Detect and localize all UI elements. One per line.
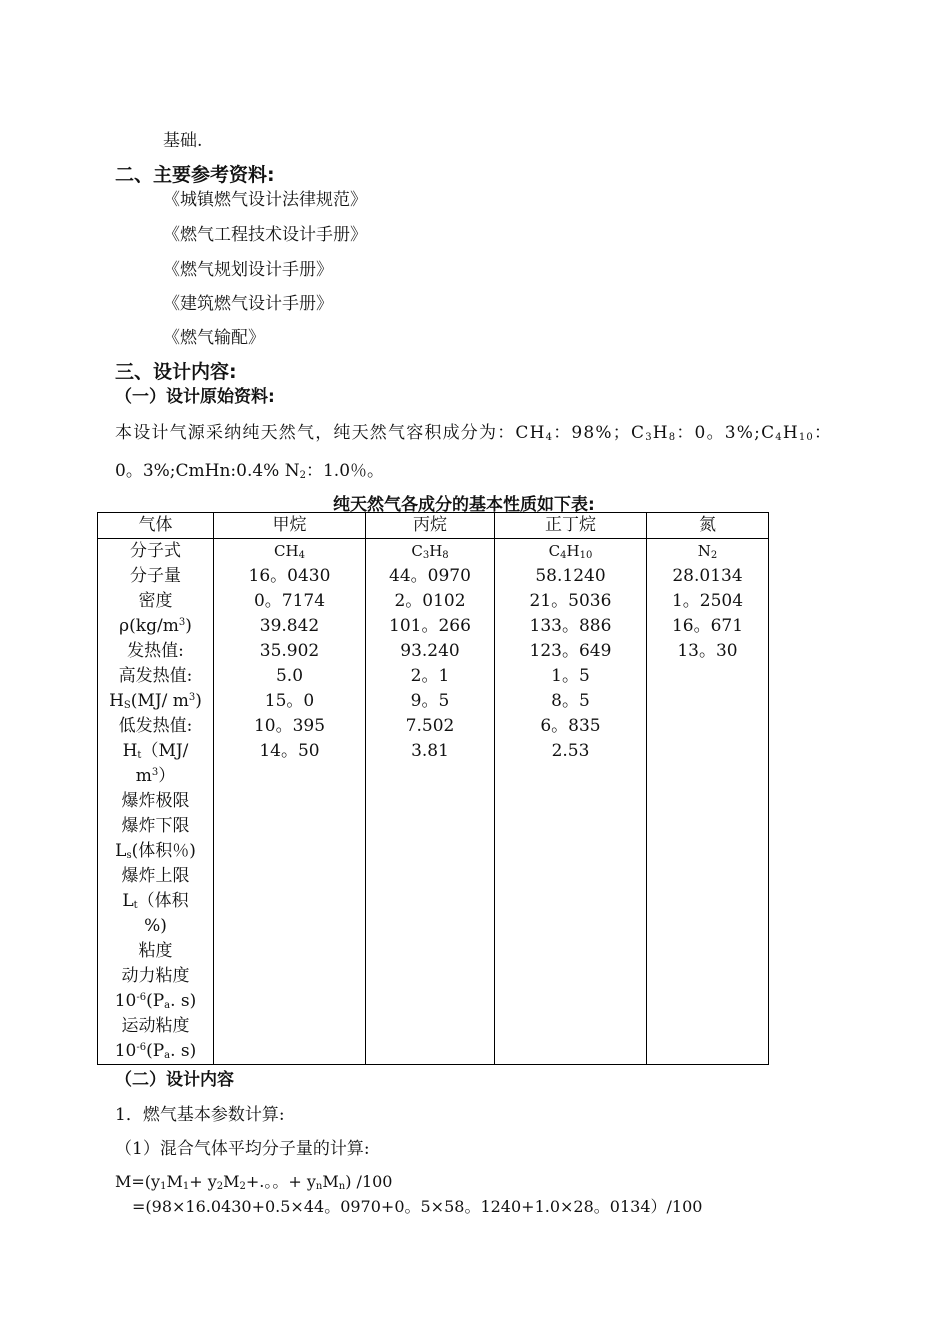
subsection-heading-design-content: （二）设计内容: [115, 1070, 234, 1090]
value-cell: 2。0102: [394, 591, 466, 611]
header-propane: 丙烷: [366, 513, 495, 539]
property-label: 爆炸上限: [121, 866, 190, 886]
formula-mean-molecular-weight: $M=(y_1M_1+ y_2M_2+$.。。+ $y_nM_n$) /100: [115, 1172, 393, 1192]
reference-item: 《城镇燃气设计法律规范》: [163, 190, 367, 210]
property-label: $10^{-6}(P_a$. s): [114, 1041, 197, 1061]
value-cell: 3.81: [411, 741, 449, 761]
property-label: 动力粘度: [121, 966, 190, 986]
value-cell: 2。1: [410, 666, 450, 686]
composition-paragraph-line1: 本设计气源采纳纯天然气，纯天然气容积成分为：$CH_4$：98%；$C_3H_8$：0。$3\%;C_4H_{10}$：: [115, 423, 833, 443]
header-butane: 正丁烷: [495, 513, 647, 539]
property-label: 发热值:: [127, 641, 184, 661]
propane-column: [366, 539, 495, 1065]
formula-methane: $CH_4$: [274, 542, 305, 561]
header-methane: 甲烷: [214, 513, 366, 539]
reference-item: 《燃气输配》: [163, 328, 265, 348]
value-cell: 1。2504: [671, 591, 744, 611]
nitrogen-column: [647, 539, 769, 1065]
value-cell: 15。0: [264, 691, 315, 711]
property-label: 高发热值:: [118, 666, 193, 686]
gas-properties-table: [97, 512, 769, 1065]
property-label: $L_s$(体积％): [115, 841, 196, 861]
value-cell: 2.53: [551, 741, 590, 761]
property-label: $\rho(kg/m^3)$: [119, 616, 192, 636]
continuation-text: 基础.: [163, 131, 203, 151]
value-cell: 21。5036: [529, 591, 612, 611]
value-cell: 1。5: [551, 666, 590, 686]
value-cell: 101。266: [389, 616, 471, 636]
composition-paragraph-line2: 0。3%;CmHn:0.4% $N_2$：1.0％。: [115, 461, 385, 481]
table-caption: 纯天然气各成分的基本性质如下表:: [333, 495, 595, 515]
property-label: 密度: [138, 591, 173, 611]
property-label: %): [144, 916, 167, 936]
header-nitrogen: 氮: [647, 513, 769, 539]
value-cell: 133。886: [529, 616, 612, 636]
header-gas: 气体: [98, 513, 214, 539]
value-cell: 14。50: [259, 741, 320, 761]
value-cell: 7.502: [405, 716, 455, 736]
butane-column: [495, 539, 647, 1065]
value-cell: 0。7174: [253, 591, 326, 611]
reference-item: 《燃气规划设计手册》: [163, 260, 333, 280]
table-body-row: [98, 539, 769, 1065]
property-label: 低发热值:: [118, 716, 193, 736]
property-label: 分子式: [130, 541, 181, 561]
value-cell: 123。649: [529, 641, 612, 661]
formula-propane: $C_3H_8$: [411, 542, 449, 561]
value-cell: 58.1240: [535, 566, 606, 586]
list-item-molecular-weight: （1）混合气体平均分子量的计算:: [115, 1139, 370, 1159]
methane-column: [214, 539, 366, 1065]
value-cell: 10。395: [253, 716, 326, 736]
reference-item: 《建筑燃气设计手册》: [163, 294, 333, 314]
value-cell: 44。0970: [389, 566, 471, 586]
subsection-heading-original-data: （一）设计原始资料:: [115, 387, 275, 407]
property-label: 粘度: [138, 941, 173, 961]
property-label: $L_t$（体积: [122, 891, 189, 911]
property-label: $10^{-6}(P_a$. s): [114, 991, 197, 1011]
value-cell: 9。5: [410, 691, 450, 711]
property-label: $H_S(MJ/$ $m^3$): [109, 691, 202, 711]
value-cell: 8。5: [551, 691, 590, 711]
property-label: 爆炸下限: [121, 816, 190, 836]
value-cell: 35.902: [259, 641, 320, 661]
property-label: 分子量: [130, 566, 181, 586]
property-label: $m^3$）: [135, 766, 176, 786]
value-cell: 16。671: [671, 616, 744, 636]
formula-nitrogen: $N_2$: [697, 542, 718, 561]
list-item-basic-params: 1．燃气基本参数计算:: [115, 1105, 285, 1125]
formula-butane: $C_4H_{10}$: [548, 542, 593, 561]
value-cell: 28.0134: [672, 566, 743, 586]
table-header-row: [98, 513, 769, 539]
section-heading-references: 二、主要参考资料:: [115, 164, 275, 186]
value-cell: 39.842: [259, 616, 320, 636]
reference-item: 《燃气工程技术设计手册》: [163, 225, 367, 245]
value-cell: 6。835: [540, 716, 601, 736]
value-cell: 93.240: [400, 641, 460, 661]
value-cell: 16。0430: [248, 566, 331, 586]
property-label: $H_t(MJ/$: [122, 741, 189, 761]
formula-substitution: =(98×16.0430+0.5×44。0970+0。5×58。1240+1.0×28。0134）/100: [132, 1197, 703, 1216]
section-heading-design: 三、设计内容:: [115, 361, 237, 383]
value-cell: 13。30: [677, 641, 738, 661]
value-cell: 5.0: [275, 666, 304, 686]
property-label: 运动粘度: [121, 1016, 190, 1036]
property-names-cell: [98, 539, 214, 1065]
property-label: 爆炸极限: [121, 791, 190, 811]
